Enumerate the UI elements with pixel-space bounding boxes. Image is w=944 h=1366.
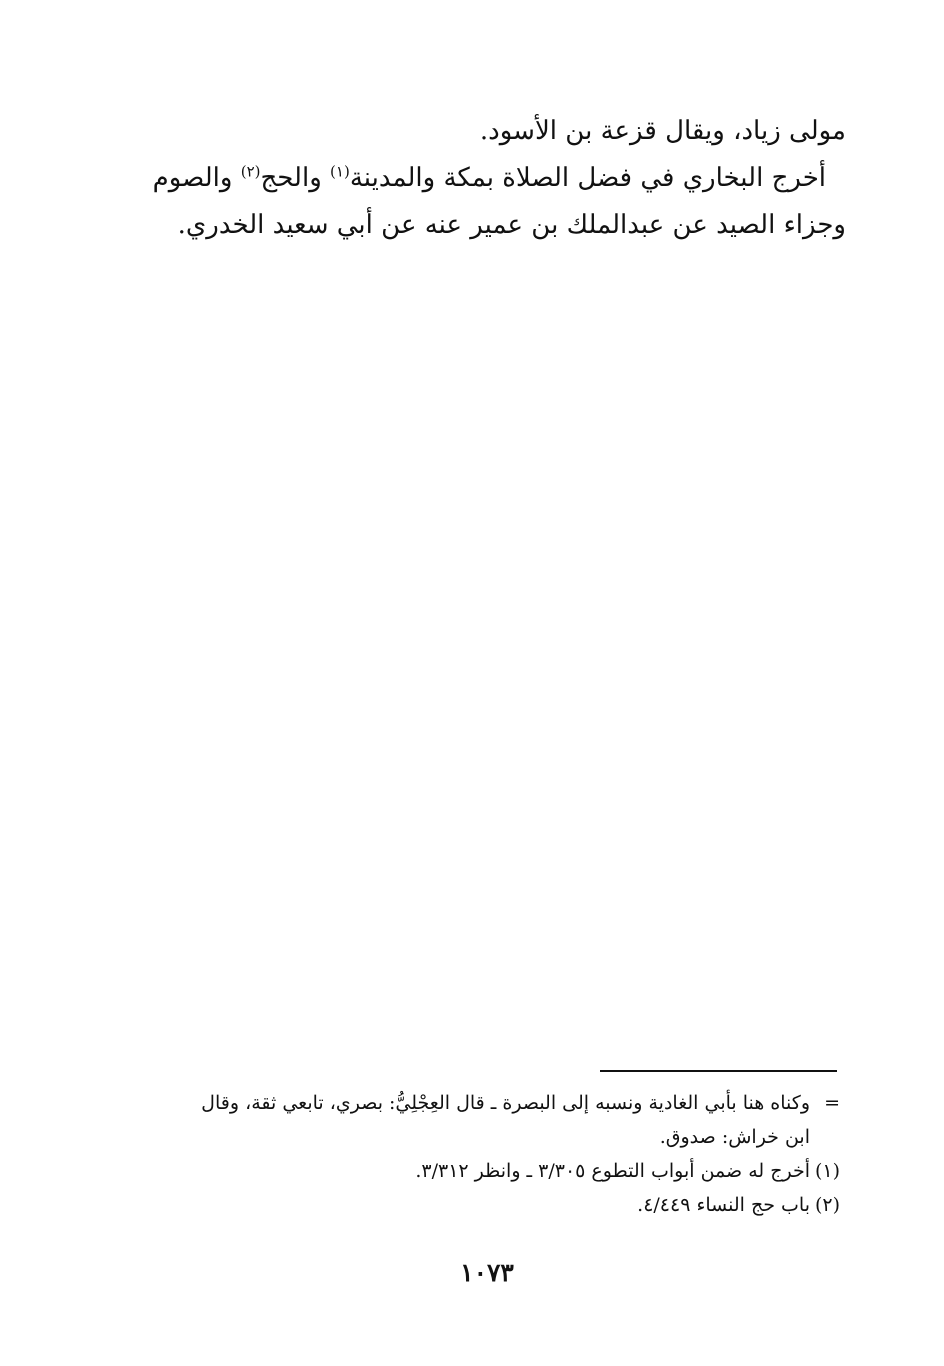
- footnote-separator: [600, 1070, 837, 1072]
- main-text: [136, 108, 846, 249]
- text-line: [136, 202, 846, 249]
- footnote-continuation-line: [130, 1120, 840, 1154]
- footnote-reference: (٢): [240, 162, 261, 181]
- text-segment: أخرج البخاري في فضل الصلاة بمكة والمدينة: [349, 163, 826, 193]
- footnote-text: أخرج له ضمن أبواب التطوع ٣/٣٠٥ ـ وانظر ٣/٣١٢.: [415, 1160, 810, 1182]
- text-line: [136, 108, 846, 155]
- text-segment: والحج: [260, 163, 331, 193]
- footnote-text: وكناه هنا بأبي الغادية ونسبه إلى البصرة ـ قال العِجْلِيُّ: بصري، تابعي ثقة، وقال: [201, 1092, 810, 1114]
- footnote-continuation: [130, 1086, 840, 1120]
- page-number: ١٠٧٣: [460, 1258, 514, 1287]
- text-line: [136, 155, 846, 202]
- footnote-number: (١): [814, 1160, 840, 1182]
- footnote-reference: (١): [330, 162, 350, 181]
- text-segment: والصوم: [152, 163, 241, 193]
- continuation-marker: =: [824, 1092, 840, 1114]
- text-line-content: مولى زياد، ويقال قزعة بن الأسود.: [479, 116, 846, 146]
- text-line-content: وجزاء الصيد عن عبدالملك بن عمير عنه عن أبي سعيد الخدري.: [177, 210, 846, 240]
- footnotes: [130, 1086, 840, 1222]
- footnote-text: ابن خراش: صدوق.: [659, 1126, 810, 1148]
- footnote-item: [130, 1188, 840, 1222]
- footnote-text: باب حج النساء ٤/٤٤٩.: [637, 1194, 810, 1216]
- footnote-item: [130, 1154, 840, 1188]
- footnote-number: (٢): [814, 1194, 840, 1216]
